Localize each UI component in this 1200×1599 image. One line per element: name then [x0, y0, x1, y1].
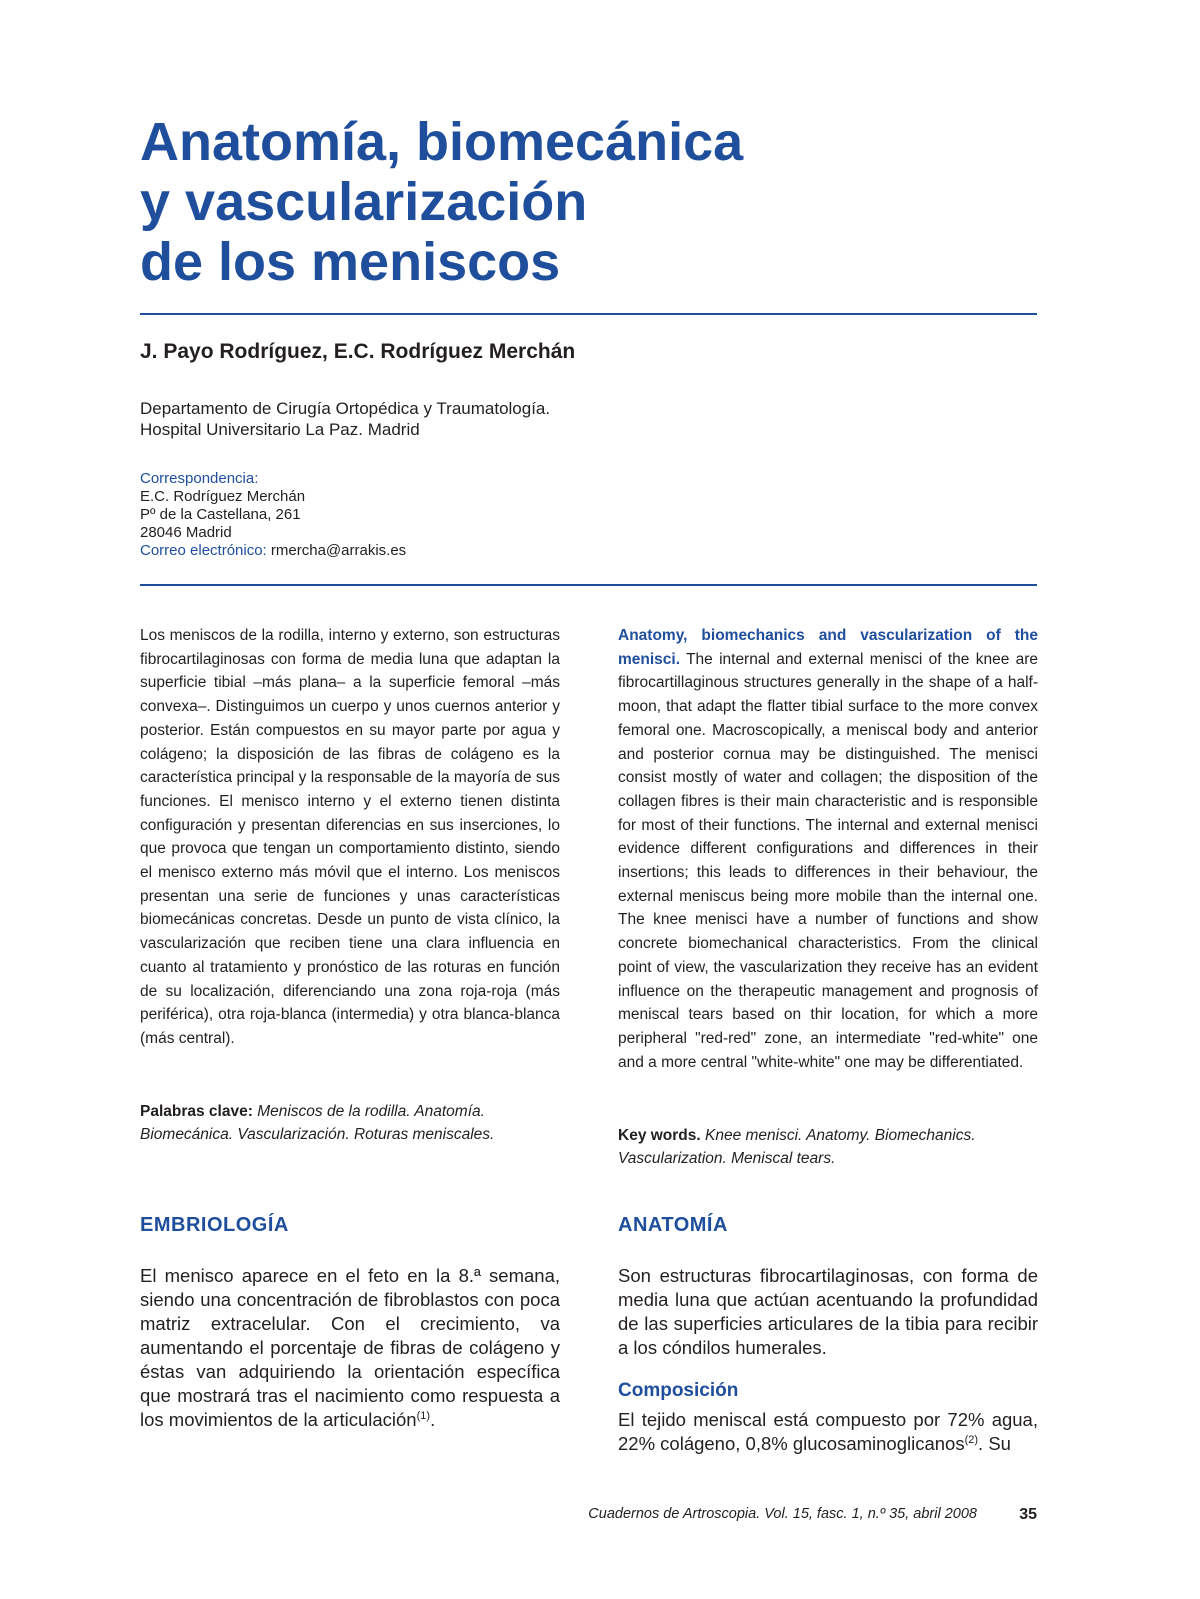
section-heading-embriologia: EMBRIOLOGÍA — [140, 1214, 289, 1236]
title-line-1: Anatomía, biomecánica — [140, 112, 744, 172]
section-heading-anatomia: ANATOMÍA — [618, 1214, 728, 1236]
keywords-en — [618, 1124, 1038, 1170]
email-label: Correo electrónico: — [140, 542, 267, 559]
embriologia-paragraph: El menisco aparece en el feto en la 8.ª semana, siendo una concentración de fibroblastos con poca matriz extracelular. Con el crecimiento, va aumentando el porcentaje de fibras de colágeno y éstas van adquiriendo la orientación específica que mostrará tras el nacimiento como respuesta a los movimientos de la articulación — [140, 1265, 560, 1430]
composicion-tail: . Su — [978, 1433, 1011, 1454]
keywords-en-values: Knee menisci. Anatomy. Biomechanics. Vascularization. Meniscal tears. — [618, 1127, 976, 1167]
subsection-text-composicion — [618, 1408, 1038, 1456]
keywords-en-label: Key words. — [618, 1127, 701, 1144]
composicion-reference: (2) — [964, 1433, 979, 1446]
subsection-heading-composicion: Composición — [618, 1380, 739, 1401]
keywords-es-values: Meniscos de la rodilla. Anatomía. Biomecánica. Vascularización. Roturas meniscales. — [140, 1103, 495, 1143]
abstract-en-title: Anatomy, biomechanics and vascularization of the menisci. — [618, 627, 1038, 668]
authors: J. Payo Rodríguez, E.C. Rodríguez Merchán — [140, 340, 576, 363]
section-text-embriologia — [140, 1264, 560, 1432]
embriologia-reference: (1) — [416, 1409, 431, 1422]
composicion-paragraph: El tejido meniscal está compuesto por 72% agua, 22% colágeno, 0,8% glucosaminoglicanos — [618, 1409, 1038, 1454]
correspondence-name: E.C. Rodríguez Merchán — [140, 488, 306, 505]
correspondence — [140, 470, 406, 560]
correspondence-address: Pº de la Castellana, 261 — [140, 506, 301, 523]
header-divider — [140, 584, 1037, 586]
abstract-es: Los meniscos de la rodilla, interno y externo, son estructuras fibrocartilaginosas con forma de media luna que adaptan la superficie tibial –más plana– a la superficie femoral –más convexa–. Distinguimos un cuerpo y unos cuernos anterior y posterior. Están compuestos en su mayor parte por agua y colágeno; la disposición de las fibras de colágeno es la característica principal y la responsable de la mayoría de sus funciones. El menisco interno y el externo tienen distinta configuración y presentan diferencias en sus inserciones, lo que provoca que tengan un comportamiento distinto, siendo el menisco externo más móvil que el interno. Los meniscos presentan una serie de funciones y unas características biomecánicas concretas. Desde un punto de vista clínico, la vascularización que reciben tiene una clara influencia en cuanto al tratamiento y pronóstico de las roturas en función de su localización, diferenciando una zona roja-roja (más periférica), otra roja-blanca (intermedia) y otra blanca-blanca (más central). — [140, 627, 560, 1047]
keywords-es — [140, 1100, 560, 1146]
abstract-en-text: The internal and external menisci of the knee are fibrocartillaginous structures generally in the shape of a half-moon, that adapt the flatter tibial surface to the more convex femoral one. Macroscopically, a meniscal body and anterior and posterior cornua may be distinguished. The menisci consist mostly of water and collagen; the disposition of the collagen fibres is their main characteristic and is responsible for most of their functions. The internal and external menisci evidence different configurations and differences in their insertions; this leads to differences in their behaviour, the external meniscus being more mobile than the internal one. The knee menisci have a number of functions and show concrete biomechanical characteristics. From the clinical point of view, the vascularization they receive has an evident influence on the therapeutic management and prognosis of meniscal tears based on thir location, for which a more peripheral "red-red" zone, an intermediate "red-white" one and a more central "white-white" one may be differentiated. — [618, 650, 1039, 1071]
email-address[interactable]: rmercha@arrakis.es — [270, 542, 407, 559]
embriologia-tail: . — [430, 1409, 436, 1430]
title-line-3: de los meniscos — [140, 232, 561, 292]
correspondence-label: Correspondencia: — [140, 470, 259, 487]
affiliation-line-2: Hospital Universitario La Paz. Madrid — [140, 420, 420, 439]
correspondence-email-line — [140, 542, 406, 560]
title-line-2: y vascularización — [140, 172, 588, 232]
keywords-es-label: Palabras clave: — [140, 1103, 253, 1120]
page-number: 35 — [1019, 1506, 1037, 1523]
correspondence-city: 28046 Madrid — [140, 524, 232, 541]
affiliation — [140, 398, 550, 440]
journal-citation: Cuadernos de Artroscopia. Vol. 15, fasc. 1, n.º 35, abril 2008 — [588, 1506, 977, 1522]
affiliation-line-1: Departamento de Cirugía Ortopédica y Traumatología. — [140, 399, 551, 418]
section-text-anatomia: Son estructuras fibrocartilaginosas, con forma de media luna que actúan acentuando la profundidad de las superficies articulares de la tibia para recibir a los cóndilos humerales. — [618, 1265, 1038, 1358]
abstract-en — [618, 624, 1038, 1074]
title-divider — [140, 313, 1037, 315]
article-title — [140, 112, 743, 292]
